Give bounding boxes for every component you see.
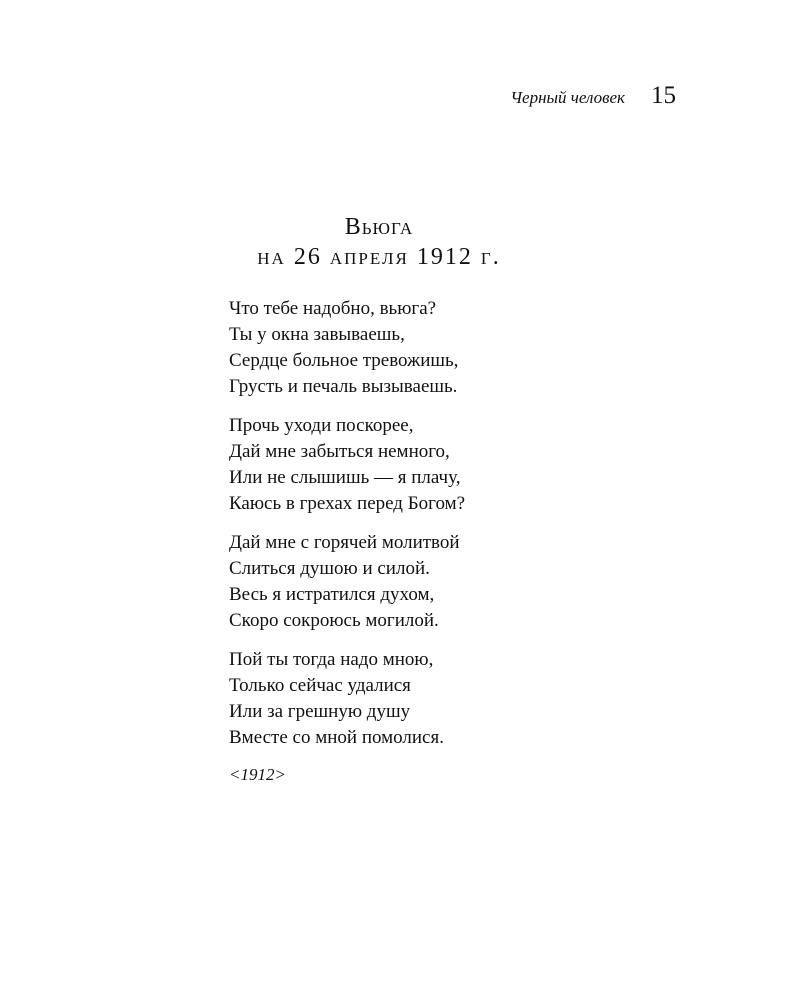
- verse-line: Или не слышишь — я плачу,: [229, 467, 461, 488]
- verse-line: Каюсь в грехах перед Богом?: [229, 493, 466, 514]
- verse-line: Дай мне забыться немного,: [229, 441, 450, 462]
- running-title: Черный человек: [510, 88, 625, 107]
- verse-line: Сердце больное тревожишь,: [229, 350, 459, 371]
- verse-line: Только сейчас удалися: [229, 675, 411, 696]
- page-number: 15: [651, 82, 676, 109]
- verse-line: Или за грешную душу: [229, 701, 411, 722]
- poem-title-dedication: на 26 апреля 1912 г.: [257, 244, 501, 270]
- verse-line: Грусть и печаль вызываешь.: [229, 376, 458, 397]
- stanza-4: [229, 647, 465, 751]
- verse-line: Вместе со мной помолися.: [229, 727, 444, 748]
- running-head: [510, 82, 676, 110]
- stanza-3: [229, 530, 465, 634]
- verse-line: Скоро сокроюсь могилой.: [229, 610, 439, 631]
- poem-title-main: Вьюга: [344, 214, 414, 240]
- poem-date: <1912>: [229, 765, 286, 784]
- verse-line: Дай мне с горячей молитвой: [229, 532, 460, 553]
- poem-title: [0, 212, 758, 272]
- verse-line: Ты у окна завываешь,: [229, 324, 405, 345]
- verse-line: Пой ты тогда надо мною,: [229, 649, 434, 670]
- verse-line: Что тебе надобно, вьюга?: [229, 298, 437, 319]
- stanza-1: [229, 296, 465, 400]
- verse-line: Прочь уходи поскорее,: [229, 415, 414, 436]
- verse-line: Слиться душою и силой.: [229, 558, 430, 579]
- poem-body: [229, 296, 465, 788]
- stanza-2: [229, 413, 465, 517]
- verse-line: Весь я истратился духом,: [229, 584, 435, 605]
